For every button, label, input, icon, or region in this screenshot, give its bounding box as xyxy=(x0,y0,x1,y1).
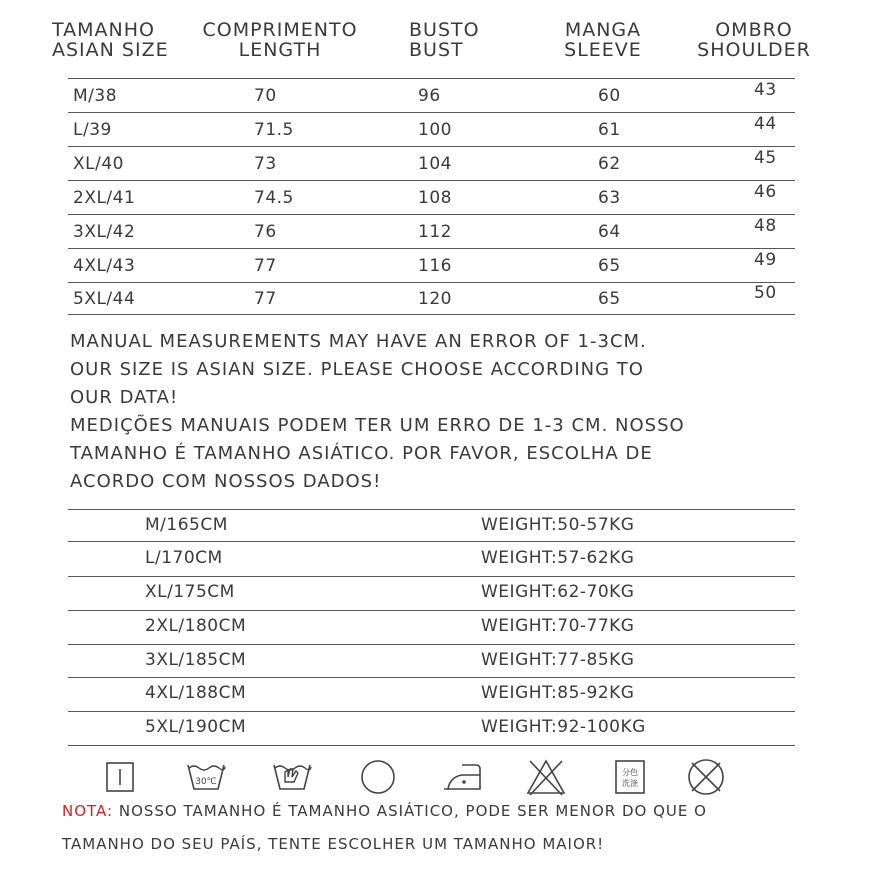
bust-cell: 120 xyxy=(418,289,452,309)
shoulder-cell: 44 xyxy=(754,114,777,134)
fit-height-cell: M/165CM xyxy=(145,515,228,535)
size-table-rule xyxy=(68,180,795,181)
size-table-rule xyxy=(68,112,795,113)
size-table-rule xyxy=(68,314,795,315)
shoulder-cell: 50 xyxy=(754,283,777,303)
do-not-tumble-dry-icon xyxy=(684,755,728,799)
header-bust-en: BUST xyxy=(409,39,464,61)
size-cell: 4XL/43 xyxy=(73,256,136,276)
fit-table-rule xyxy=(68,745,795,746)
hand-wash-icon xyxy=(270,755,314,799)
footer-note-line-1 xyxy=(62,802,707,820)
header-bust xyxy=(409,20,480,60)
fit-height-cell: 2XL/180CM xyxy=(145,616,247,636)
size-cell: L/39 xyxy=(73,120,112,140)
care-icons xyxy=(88,755,738,799)
sleeve-cell: 63 xyxy=(598,188,621,208)
shoulder-cell: 49 xyxy=(754,250,777,270)
header-sleeve xyxy=(548,20,658,60)
bust-cell: 112 xyxy=(418,222,452,242)
header-sleeve-en: SLEEVE xyxy=(564,39,642,61)
footer-lead: NOTA: xyxy=(62,802,114,820)
fit-table-rule xyxy=(68,677,795,678)
fit-table-rule xyxy=(68,711,795,712)
shoulder-cell: 43 xyxy=(754,80,777,100)
notice-line: MEDIÇÕES MANUAIS PODEM TER UM ERRO DE 1-3 CM. NOSSO xyxy=(70,415,685,436)
fit-table-rule xyxy=(68,576,795,577)
notice-line: TAMANHO É TAMANHO ASIÁTICO. POR FAVOR, ESCOLHA DE xyxy=(70,443,653,464)
fit-table-rule xyxy=(68,541,795,542)
iron-low-icon xyxy=(440,755,484,799)
length-cell: 70 xyxy=(254,86,277,106)
size-cell: XL/40 xyxy=(73,154,124,174)
fit-height-cell: 3XL/185CM xyxy=(145,650,247,670)
fit-weight-cell: WEIGHT:50-57KG xyxy=(481,515,635,535)
sleeve-cell: 60 xyxy=(598,86,621,106)
fit-height-cell: XL/175CM xyxy=(145,582,235,602)
header-size-pt: TAMANHO xyxy=(52,19,155,41)
fit-weight-cell: WEIGHT:70-77KG xyxy=(481,616,635,636)
header-size-en: ASIAN SIZE xyxy=(52,39,169,61)
fit-weight-cell: WEIGHT:57-62KG xyxy=(481,548,635,568)
sleeve-cell: 61 xyxy=(598,120,621,140)
fit-table-rule xyxy=(68,509,795,510)
length-cell: 71.5 xyxy=(254,120,294,140)
bust-cell: 96 xyxy=(418,86,441,106)
fit-height-cell: L/170CM xyxy=(145,548,223,568)
fit-weight-cell: WEIGHT:62-70KG xyxy=(481,582,635,602)
footer-note-line-2 xyxy=(62,835,604,853)
length-cell: 76 xyxy=(254,222,277,242)
header-shoulder xyxy=(684,20,824,60)
size-table-rule xyxy=(68,248,795,249)
length-cell: 74.5 xyxy=(254,188,294,208)
wash-separately-label-top: 分色 xyxy=(622,768,638,777)
measurement-notice xyxy=(70,328,810,496)
sleeve-cell: 65 xyxy=(598,289,621,309)
sleeve-cell: 65 xyxy=(598,256,621,276)
length-cell: 77 xyxy=(254,256,277,276)
size-table-rule xyxy=(68,78,795,79)
size-cell: 2XL/41 xyxy=(73,188,136,208)
sleeve-cell: 64 xyxy=(598,222,621,242)
length-cell: 77 xyxy=(254,289,277,309)
header-sleeve-pt: MANGA xyxy=(564,19,642,41)
size-table-rule xyxy=(68,282,795,283)
header-length xyxy=(190,20,370,60)
footer-text-1: NOSSO TAMANHO É TAMANHO ASIÁTICO, PODE SER MENOR DO QUE O xyxy=(113,802,707,820)
fit-height-cell: 4XL/188CM xyxy=(145,683,247,703)
size-cell: M/38 xyxy=(73,86,118,106)
header-shoulder-pt: OMBRO xyxy=(715,19,793,41)
header-length-en: LENGTH xyxy=(238,39,322,61)
header-bust-pt: BUSTO xyxy=(409,19,480,41)
fit-table-rule xyxy=(68,610,795,611)
notice-line: ACORDO COM NOSSOS DADOS! xyxy=(70,471,382,492)
size-table-rule xyxy=(68,146,795,147)
fit-table-rule xyxy=(68,644,795,645)
size-cell: 3XL/42 xyxy=(73,222,136,242)
bust-cell: 116 xyxy=(418,256,452,276)
length-cell: 73 xyxy=(254,154,277,174)
notice-line: OUR SIZE IS ASIAN SIZE. PLEASE CHOOSE ACCORDING TO xyxy=(70,359,644,380)
bust-cell: 100 xyxy=(418,120,452,140)
wash-separately-icon xyxy=(608,755,652,799)
fit-weight-cell: WEIGHT:85-92KG xyxy=(481,683,635,703)
shoulder-cell: 46 xyxy=(754,182,777,202)
size-table-rule xyxy=(68,214,795,215)
header-shoulder-en: SHOULDER xyxy=(697,39,811,61)
notice-line: MANUAL MEASUREMENTS MAY HAVE AN ERROR OF 1-3CM. xyxy=(70,331,647,352)
footer-text-2: TAMANHO DO SEU PAÍS, TENTE ESCOLHER UM TAMANHO MAIOR! xyxy=(62,835,605,853)
header-size xyxy=(52,20,169,60)
do-not-bleach-icon xyxy=(524,755,568,799)
bust-cell: 108 xyxy=(418,188,452,208)
hang-dry-icon xyxy=(98,755,142,799)
notice-line: OUR DATA! xyxy=(70,387,179,408)
fit-weight-cell: WEIGHT:92-100KG xyxy=(481,717,646,737)
wash-30c-label: 30℃ xyxy=(195,777,217,787)
size-cell: 5XL/44 xyxy=(73,289,136,309)
wash-separately-label-bottom: 洗涤 xyxy=(622,779,638,788)
fit-weight-cell: WEIGHT:77-85KG xyxy=(481,650,635,670)
shoulder-cell: 45 xyxy=(754,148,777,168)
sleeve-cell: 62 xyxy=(598,154,621,174)
fit-height-cell: 5XL/190CM xyxy=(145,717,247,737)
header-length-pt: COMPRIMENTO xyxy=(202,19,358,41)
wash-30c-icon xyxy=(184,755,228,799)
bust-cell: 104 xyxy=(418,154,452,174)
shoulder-cell: 48 xyxy=(754,216,777,236)
dry-clean-icon xyxy=(356,755,400,799)
